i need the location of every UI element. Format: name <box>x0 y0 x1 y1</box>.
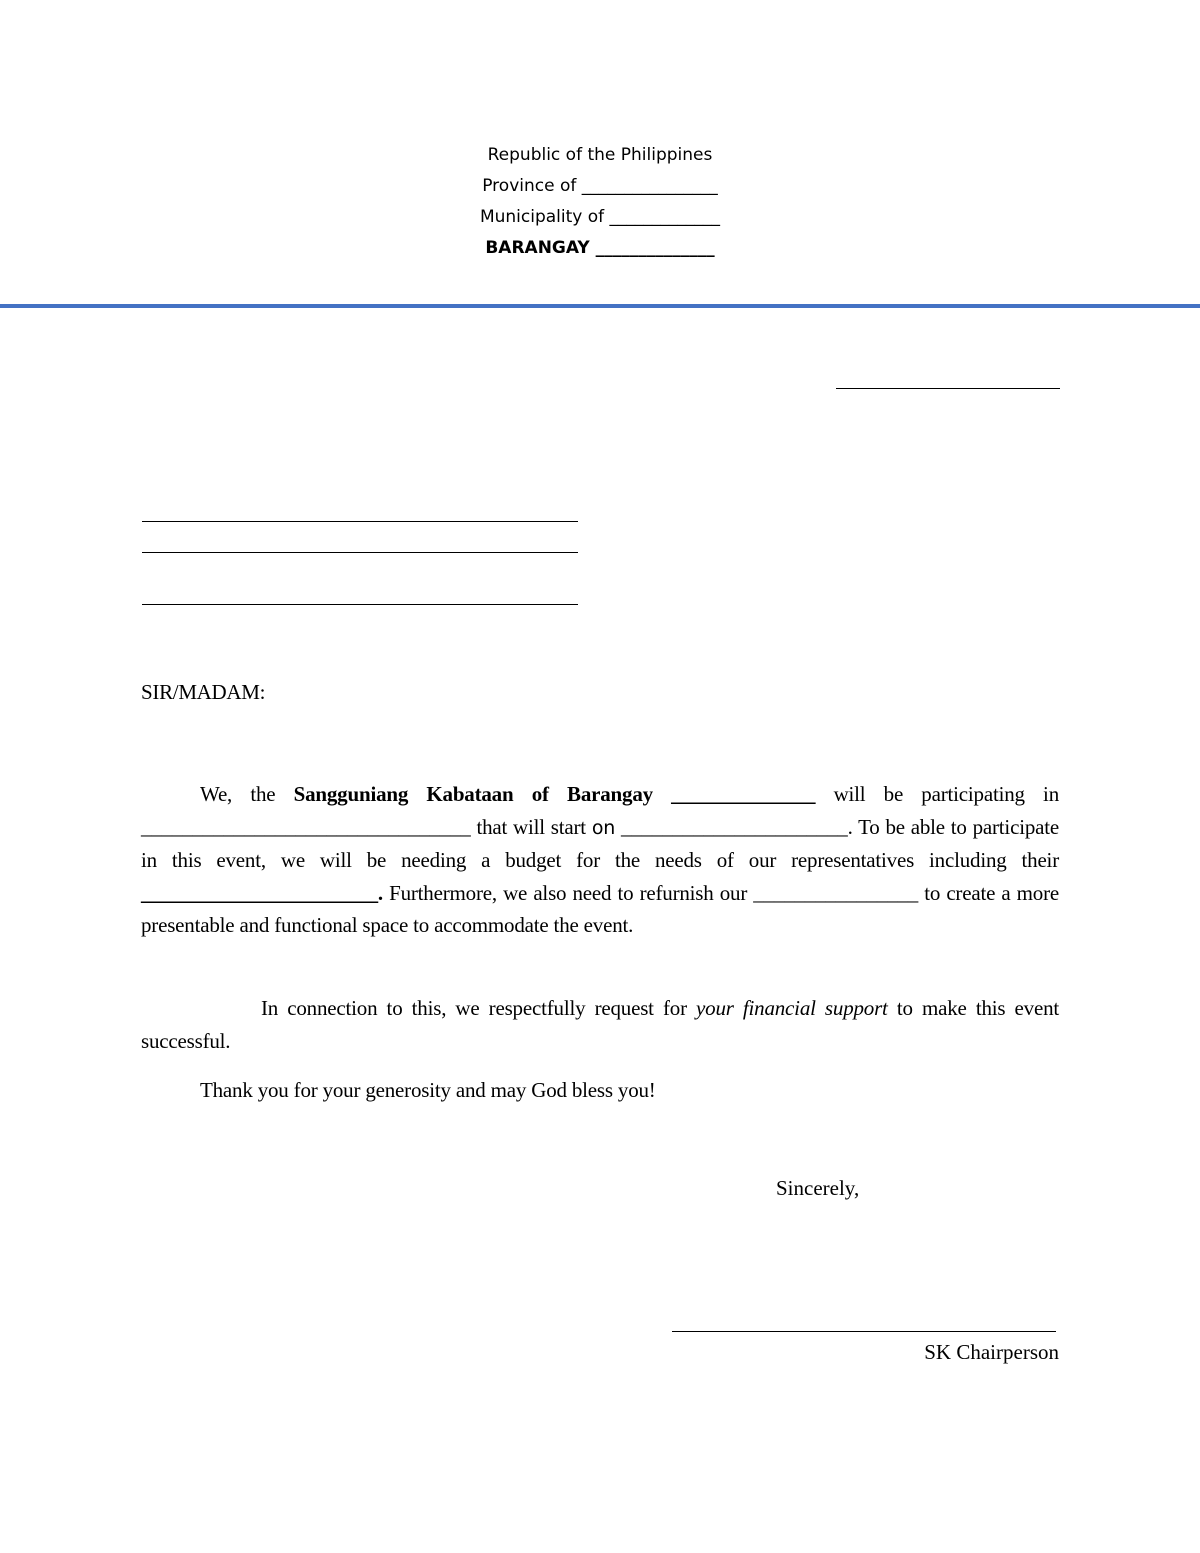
date-blank-line <box>836 388 1060 389</box>
signatory-title: SK Chairperson <box>924 1340 1059 1364</box>
barangay-line: BARANGAY ______________ <box>485 238 715 258</box>
recipient-address-blank-line <box>142 604 578 605</box>
needs-blank: _______________________. <box>141 880 383 905</box>
province-line: Province of ________________ <box>482 176 718 196</box>
letterhead <box>0 140 1200 264</box>
recipient-name-blank-line <box>142 521 578 522</box>
recipient-position-blank-line <box>142 552 578 553</box>
closing: Sincerely, <box>776 1176 860 1200</box>
body-paragraph-3: Thank you for your generosity and may God bless you! <box>200 1078 656 1102</box>
body-paragraph-2: In connection to this, we respectfully request for your financial support to make this event successful. <box>141 996 1059 1053</box>
republic-line: Republic of the Philippines <box>487 145 713 165</box>
municipality-line: Municipality of _____________ <box>479 207 721 227</box>
header-divider <box>0 304 1200 308</box>
sk-barangay-phrase: Sangguniang Kabataan of Barangay ______________ <box>293 782 816 806</box>
body-paragraph-1: We, the Sangguniang Kabataan of Barangay ______________ will be participating in ________________________________ that will start on ______________________. To be able to participate in this event, we will be needing a budget for the needs of our representatives including their _______________________. Furthermore, we also need to refurnish our ________________ to create a more presentable and functional space to accommodate the event. <box>141 782 1060 938</box>
financial-support-phrase: your financial support <box>696 996 888 1020</box>
signature-blank-line <box>672 1331 1056 1332</box>
salutation: SIR/MADAM: <box>141 680 266 704</box>
